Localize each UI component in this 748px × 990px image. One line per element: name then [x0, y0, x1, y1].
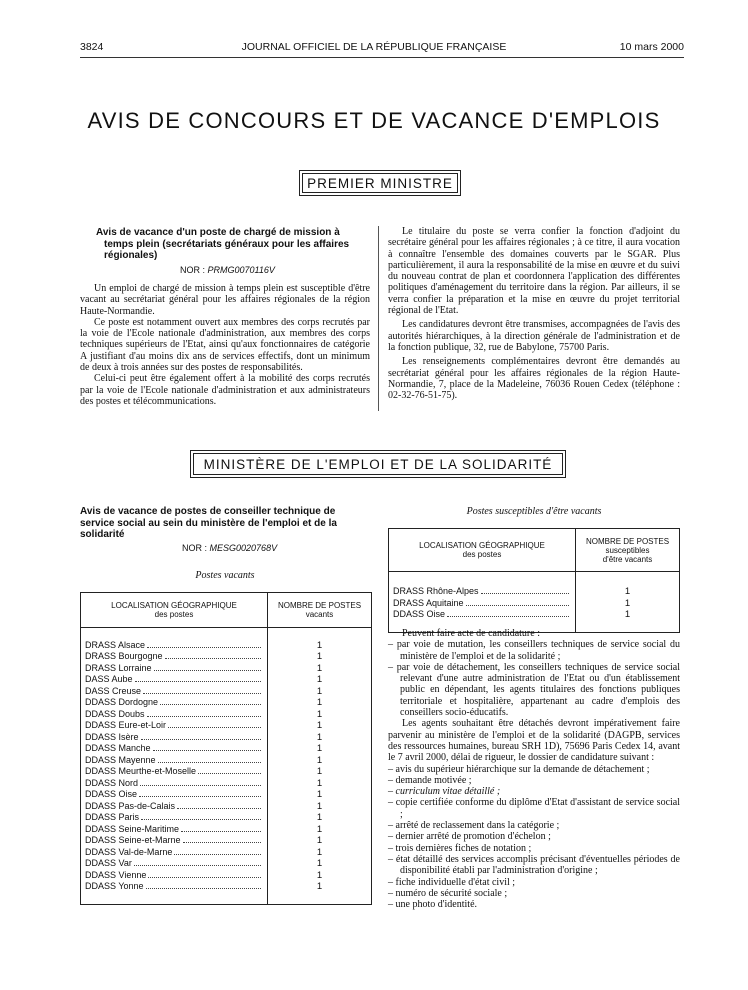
location-label: DDASS Oise: [393, 609, 446, 619]
post-count: 1: [268, 766, 372, 778]
location-label: DDASS Pas-de-Calais: [85, 800, 176, 811]
location-label: DDASS Vienne: [85, 869, 147, 880]
post-count: 1: [268, 755, 372, 767]
journal-title: JOURNAL OFFICIEL DE LA RÉPUBLIQUE FRANÇAISE: [241, 41, 507, 53]
post-count: 1: [268, 674, 372, 686]
location-cell: [389, 609, 576, 621]
location-cell: [81, 732, 268, 744]
list-item: – état détaillé des services accomplis précisant d'éventuelles périodes de disponibilité établi par l'administration d'origine ;: [388, 854, 680, 877]
location-cell: [389, 586, 576, 598]
list-item: – par voie de détachement, les conseillers techniques de service social relevant d'une autre administration de l'Etat ou d'un établissement public en dépendant, les agents titulaires des fonctions publiques territoriale et hospitalière, appartenant au cadre d'emplois des conseillers socio-éducatifs.: [388, 662, 680, 718]
location-label: DDASS Dordogne: [85, 697, 159, 707]
table-end-row: [81, 893, 372, 905]
list-item: – arrêté de reclassement dans la catégorie ;: [388, 820, 680, 831]
section-ministere-emploi-title: MINISTÈRE DE L'EMPLOI ET DE LA SOLIDARITÉ: [190, 450, 566, 478]
table-row: [81, 789, 372, 801]
table-row: [81, 835, 372, 847]
table-row: [81, 709, 372, 721]
nor-label: NOR :: [182, 543, 208, 553]
notice2-nor: [182, 543, 277, 553]
table-row: [81, 674, 372, 686]
dossier-paragraph: Les agents souhaitant être détachés devront impérativement faire parvenir au ministère de l'emploi et de la solidarité (DAGPB, services des ressources humaines, bureau SRH 1D), 75696 Paris Cedex 14, avant le 7 avril 2000, délai de rigueur, le dossier de candidature suivant :: [388, 718, 680, 764]
list-item: – une photo d'identité.: [388, 899, 680, 910]
location-label: DRASS Rhône-Alpes: [393, 586, 479, 596]
list-item: – par voie de mutation, les conseillers techniques de service social du ministère de l'emploi et de la solidarité ;: [388, 639, 680, 662]
post-count: 1: [268, 697, 372, 709]
notice1-right-column: [388, 226, 680, 401]
table-row: [81, 697, 372, 709]
paragraph: Le titulaire du poste se verra confier la fonction d'adjoint du secrétaire général pour les affaires régionales ; à ce titre, il aura vocation à connaître l'ensemble des domaines couverts par le SGAR. Plus particulièrement, il aura la responsabilité de la mise en œuvre et du suivi du nouveau contrat de plan et coordonnera l'application des différentes politiques d'aménagement du territoire dans la région. Par ailleurs, il se verra confier la préparation et la mise en œuvre du projet territorial régional de l'Etat.: [388, 226, 680, 317]
header-rule: [80, 57, 684, 58]
post-count: 1: [268, 789, 372, 801]
table-spacer-row: [81, 628, 372, 640]
post-count: 1: [268, 824, 372, 836]
location-cell: [81, 755, 268, 767]
table-spacer-row: [389, 572, 680, 587]
location-label: DDASS Yonne: [85, 881, 144, 891]
table-row: [81, 686, 372, 698]
table-row: [81, 824, 372, 836]
location-label: DDASS Doubs: [85, 708, 145, 719]
table-row: [81, 847, 372, 859]
table2-caption: Postes susceptibles d'être vacants: [466, 506, 602, 517]
post-count: 1: [268, 812, 372, 824]
candidature-list: [388, 639, 680, 718]
list-item: – dernier arrêté de promotion d'échelon ;: [388, 831, 680, 842]
location-label: DASS Creuse: [85, 685, 142, 696]
list-item: – copie certifiée conforme du diplôme d'Etat d'assistant de service social ;: [388, 797, 680, 820]
list-item: – trois dernières fiches de notation ;: [388, 843, 680, 854]
notice1-title: Avis de vacance d'un poste de chargé de mission à temps plein (secrétariats généraux pour les affaires régionales): [96, 227, 350, 261]
location-cell: [81, 709, 268, 721]
table-row: [389, 586, 680, 598]
list-item: – curriculum vitae détaillé ;: [388, 786, 680, 797]
location-label: DDASS Paris: [85, 812, 140, 822]
table-row: [81, 812, 372, 824]
col-header-nombre: NOMBRE DE POSTES vacants: [268, 593, 372, 628]
paragraph: Un emploi de chargé de mission à temps plein est susceptible d'être vacant au secrétariat général pour les affaires régionales de la région Haute-Normandie.: [80, 283, 370, 317]
post-count: 1: [268, 881, 372, 893]
nor-code: MESG0020768V: [209, 543, 278, 553]
post-count: 1: [268, 847, 372, 859]
table-row: [81, 651, 372, 663]
location-cell: [81, 881, 268, 893]
issue-date: 10 mars 2000: [619, 41, 684, 53]
page-number: 3824: [80, 41, 104, 53]
table-row: [81, 801, 372, 813]
location-cell: [81, 651, 268, 663]
col-header-localisation: LOCALISATION GÉOGRAPHIQUE des postes: [81, 593, 268, 628]
post-count: 1: [268, 663, 372, 675]
location-label: DDASS Seine-Maritime: [85, 823, 180, 834]
location-cell: [81, 640, 268, 652]
table-row: [81, 870, 372, 882]
table-row: [81, 732, 372, 744]
notice2-title: Avis de vacance de postes de conseiller technique de service social au sein du ministère de l'emploi et de la solidarité: [80, 506, 337, 540]
location-cell: [81, 686, 268, 698]
location-cell: [81, 824, 268, 836]
location-cell: [81, 778, 268, 790]
notice2-right-column: [388, 628, 680, 910]
post-count: 1: [268, 686, 372, 698]
table-row: [81, 755, 372, 767]
post-count: 1: [268, 778, 372, 790]
post-count: 1: [268, 743, 372, 755]
post-count: 1: [268, 651, 372, 663]
location-cell: [81, 674, 268, 686]
paragraph: Celui-ci peut être également offert à la mobilité des corps recrutés par la voie de l'Ecole nationale d'administration et aux administrateurs des postes et télécommunications.: [80, 373, 370, 407]
location-label: DRASS Alsace: [85, 639, 146, 650]
table-row: [81, 743, 372, 755]
location-cell: [81, 663, 268, 675]
location-cell: [81, 858, 268, 870]
location-label: DDASS Oise: [85, 789, 138, 799]
list-item: – avis du supérieur hiérarchique sur la demande de détachement ;: [388, 764, 680, 775]
location-label: DASS Aube: [85, 674, 133, 684]
location-cell: [81, 720, 268, 732]
post-count: 1: [268, 858, 372, 870]
notice1-left-column: [80, 283, 370, 407]
location-label: DDASS Val-de-Marne: [85, 846, 173, 857]
postes-susceptibles-table: [388, 528, 680, 633]
location-label: DDASS Mayenne: [85, 754, 156, 765]
location-label: DDASS Eure-et-Loir: [85, 720, 167, 730]
location-cell: [81, 801, 268, 813]
location-label: DDASS Nord: [85, 777, 139, 788]
location-cell: [389, 598, 576, 610]
candidature-intro: Peuvent faire acte de candidature :: [402, 628, 540, 639]
location-cell: [81, 766, 268, 778]
table-row: [81, 640, 372, 652]
table-row: [81, 663, 372, 675]
location-label: DDASS Seine-et-Marne: [85, 835, 181, 845]
post-count: 1: [268, 870, 372, 882]
dossier-list: [388, 764, 680, 911]
paragraph: Les renseignements complémentaires devront être demandés au secrétariat général pour les affaires régionales de la région Haute-Normandie, 7, place de la Madeleine, 76036 Rouen Cedex (téléphone : 02-32-76-51-75).: [388, 356, 680, 402]
postes-vacants-table: [80, 592, 372, 905]
location-label: DDASS Var: [85, 858, 132, 868]
table1-caption: Postes vacants: [195, 570, 255, 581]
post-count: 1: [268, 709, 372, 721]
table-row: [389, 598, 680, 610]
col-header-localisation: LOCALISATION GÉOGRAPHIQUE des postes: [389, 529, 576, 572]
location-label: DRASS Aquitaine: [393, 597, 464, 608]
location-label: DRASS Bourgogne: [85, 651, 163, 661]
table-row: [81, 881, 372, 893]
post-count: 1: [268, 640, 372, 652]
nor-code: PRMG0070116V: [207, 265, 275, 275]
table-row: [81, 778, 372, 790]
location-cell: [81, 697, 268, 709]
col-header-nombre: NOMBRE DE POSTES susceptibles d'être vacants: [576, 529, 680, 572]
table-row: [81, 858, 372, 870]
paragraph: Les candidatures devront être transmises, accompagnées de l'avis des autorités hiérarchiques, à la direction générale de l'administration et de la fonction publique, 32, rue de Babylone, 75700 Paris.: [388, 319, 680, 353]
table-row: [81, 720, 372, 732]
section-premier-ministre-title: PREMIER MINISTRE: [299, 170, 461, 196]
post-count: 1: [268, 801, 372, 813]
location-cell: [81, 743, 268, 755]
nor-label: NOR :: [180, 265, 206, 275]
location-cell: [81, 847, 268, 859]
list-item: – demande motivée ;: [388, 775, 680, 786]
column-divider: [378, 226, 379, 411]
location-label: DDASS Isère: [85, 731, 139, 742]
table-row: [81, 766, 372, 778]
location-cell: [81, 812, 268, 824]
list-item: – numéro de sécurité sociale ;: [388, 888, 680, 899]
location-cell: [81, 835, 268, 847]
main-title: AVIS DE CONCOURS ET DE VACANCE D'EMPLOIS: [87, 108, 661, 133]
post-count: 1: [268, 720, 372, 732]
post-count: 1: [576, 586, 680, 598]
post-count: 1: [268, 732, 372, 744]
table-row: [389, 609, 680, 621]
location-label: DDASS Meurthe-et-Moselle: [85, 766, 197, 776]
location-cell: [81, 789, 268, 801]
paragraph: Ce poste est notamment ouvert aux membres des corps recrutés par la voie de l'Ecole nationale d'administration, aux membres des corps techniques supérieurs de l'Etat, ainsi qu'aux fonctionnaires de catégorie A justifiant d'au moins dix ans de services effectifs, dont un minimum de deux à trois années sur des postes de responsabilités.: [80, 316, 370, 374]
post-count: 1: [576, 609, 680, 621]
notice1-nor: [180, 265, 275, 275]
list-item: – fiche individuelle d'état civil ;: [388, 877, 680, 888]
location-cell: [81, 870, 268, 882]
location-label: DRASS Lorraine: [85, 662, 152, 673]
post-count: 1: [576, 598, 680, 610]
post-count: 1: [268, 835, 372, 847]
location-label: DDASS Manche: [85, 743, 151, 753]
